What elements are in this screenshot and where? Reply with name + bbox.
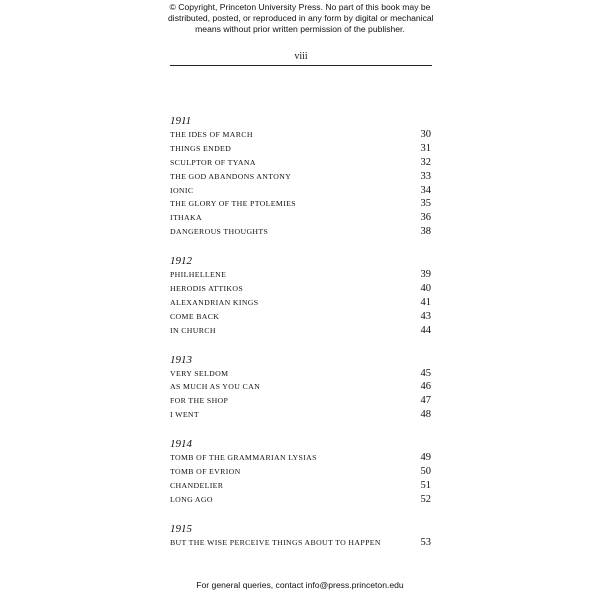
toc-entry-page: 53 (420, 536, 431, 548)
toc-entry-page: 39 (420, 269, 431, 281)
toc-entry (170, 480, 432, 494)
toc-entry-title: THE GLORY OF THE PTOLEMIES (170, 199, 296, 209)
toc-year-heading: 1915 (170, 522, 192, 535)
toc-entry-title: AS MUCH AS YOU CAN (170, 382, 261, 392)
toc-entry (170, 452, 432, 466)
toc-entry-page: 48 (420, 409, 431, 421)
footer-contact: For general queries, contact info@press.princeton.edu (196, 580, 404, 590)
toc-entry (170, 171, 432, 185)
page-number: viii (294, 51, 308, 62)
toc-year-heading: 1913 (170, 353, 192, 366)
toc-entry (170, 297, 432, 311)
toc-entry-title: ITHAKA (170, 213, 202, 223)
toc-entry-page: 40 (420, 283, 431, 295)
toc-entry (170, 368, 432, 382)
toc-entry-page: 44 (420, 324, 431, 336)
toc-year-heading: 1912 (170, 255, 192, 268)
toc-year-group (170, 437, 432, 508)
toc-entry (170, 269, 432, 283)
toc-entry-title: THE IDES OF MARCH (170, 130, 253, 139)
toc-entry-title: IN CHURCH (170, 325, 216, 335)
toc-entry-title: SCULPTOR OF TYANA (170, 157, 256, 167)
toc-entry-page: 49 (420, 452, 431, 464)
copyright-notice (168, 2, 432, 36)
toc-entry-page: 41 (420, 296, 431, 308)
toc-entry (170, 283, 432, 297)
toc-entry-page: 35 (420, 198, 431, 210)
toc-entry-title: IONIC (170, 185, 194, 195)
toc-entry-page: 34 (420, 184, 431, 196)
toc-entry (170, 185, 432, 199)
toc-entry-page: 50 (420, 466, 431, 478)
toc-entry-title: COME BACK (170, 311, 220, 321)
toc-entry (170, 198, 432, 212)
toc-entry-title: FOR THE SHOP (170, 396, 229, 406)
toc-entry-title: THE GOD ABANDONS ANTONY (170, 171, 292, 181)
toc-year-heading: 1914 (170, 438, 192, 451)
toc-entry (170, 409, 432, 423)
toc-entry-title: TOMB OF EVRION (170, 467, 241, 477)
toc-entry (170, 325, 432, 339)
toc-entry (170, 226, 432, 240)
toc-entry-page: 38 (420, 226, 431, 238)
toc-entry (170, 395, 432, 409)
toc-entry-page: 46 (420, 381, 431, 393)
toc-entry-page: 51 (420, 479, 431, 491)
toc-entry-title: VERY SELDOM (170, 368, 229, 378)
toc-entry-page: 30 (420, 129, 431, 140)
toc-entry-title: ALEXANDRIAN KINGS (170, 297, 259, 307)
toc-entry (170, 537, 432, 551)
toc-entry-page: 33 (420, 170, 431, 182)
toc-year-heading: 1911 (170, 115, 192, 127)
toc-entry-title: DANGEROUS THOUGHTS (170, 227, 269, 237)
toc-entry (170, 311, 432, 325)
toc-year-group (170, 254, 432, 338)
toc-entry-title: HERODIS ATTIKOS (170, 284, 244, 294)
toc-year-group (170, 522, 432, 551)
toc-entry-page: 43 (420, 310, 431, 322)
copyright-line: means without prior written permission of the publisher. (195, 24, 405, 35)
toc-entry-title: TOMB OF THE GRAMMARIAN LYSIAS (170, 453, 317, 463)
table-of-contents (170, 114, 432, 565)
toc-entry-title: LONG AGO (170, 494, 213, 504)
toc-entry-page: 32 (420, 156, 431, 168)
copyright-line: © Copyright, Princeton University Press. No part of this book may be (169, 2, 431, 12)
toc-entry-title: PHILHELLENE (170, 270, 227, 280)
toc-entry-page: 45 (420, 367, 431, 379)
toc-entry-title: THINGS ENDED (170, 143, 232, 153)
toc-entry (170, 157, 432, 171)
toc-entry-title: CHANDELIER (170, 480, 224, 490)
toc-entry-page: 31 (420, 142, 431, 154)
header-rule (170, 65, 432, 66)
toc-entry (170, 381, 432, 395)
toc-entry-page: 36 (420, 212, 431, 224)
toc-entry (170, 494, 432, 508)
toc-entry (170, 212, 432, 226)
toc-year-group (170, 353, 432, 424)
toc-entry-title: I WENT (170, 410, 200, 420)
copyright-line: distributed, posted, or reproduced in any form by digital or mechanical (168, 13, 434, 24)
toc-entry-page: 47 (420, 395, 431, 407)
toc-entry (170, 143, 432, 157)
toc-entry-page: 52 (420, 493, 431, 505)
toc-year-group (170, 114, 432, 240)
toc-entry (170, 466, 432, 480)
toc-entry-title: BUT THE WISE PERCEIVE THINGS ABOUT TO HAPPEN (170, 537, 381, 547)
toc-entry (170, 129, 432, 143)
